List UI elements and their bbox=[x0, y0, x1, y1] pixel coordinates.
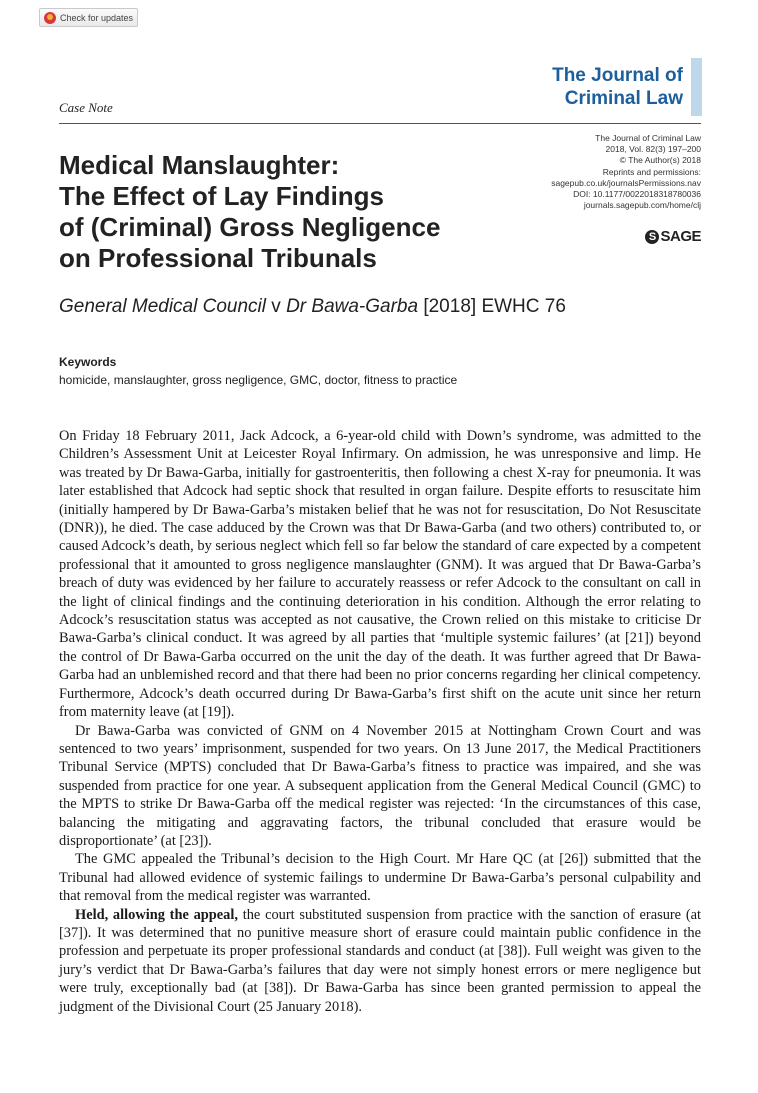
publisher-logo bbox=[645, 228, 701, 245]
journal-logo bbox=[552, 64, 683, 110]
journal-logo-line2: Criminal Law bbox=[564, 88, 683, 109]
article-type: Case Note bbox=[59, 100, 113, 115]
crossmark-icon bbox=[44, 12, 56, 24]
holding-lead: Held, allowing the appeal, bbox=[75, 906, 238, 923]
case-reference: [2018] EWHC 76 bbox=[418, 296, 566, 317]
case-party-2: Dr Bawa-Garba bbox=[286, 296, 419, 317]
case-versus: v bbox=[266, 296, 287, 317]
title-line-4: on Professional Tribunals bbox=[59, 243, 377, 273]
case-citation bbox=[59, 296, 566, 318]
title-line-1: Medical Manslaughter: bbox=[59, 150, 340, 180]
meta-journal-link[interactable]: journals.sagepub.com/home/clj bbox=[583, 200, 701, 211]
publication-metadata bbox=[551, 133, 701, 211]
journal-logo-line1: The Journal of bbox=[552, 65, 683, 86]
meta-journal: The Journal of Criminal Law bbox=[595, 133, 701, 143]
check-for-updates-label: Check for updates bbox=[60, 12, 134, 23]
paragraph-2: Dr Bawa-Garba was convicted of GNM on 4 November 2015 at Nottingham Crown Court and was sentenced to two years’ imprisonment, suspended for two years. On 13 June 2017, the Medical Practitioners Tribunal Service (MPTS) concluded that Dr Bawa-Garba’s fitness to practice was impaired, and she was suspended from practice for one year. A subsequent application from the General Medical Council (GMC) to the MPTS to strike Dr Bawa-Garba off the medical register was rejected: ‘In the circumstances of this case, balancing the mitigating and aggravating factors, the tribunal concluded that erasure would be disproportionate’ (at [23]). bbox=[59, 722, 701, 849]
article-title bbox=[59, 150, 509, 274]
paragraph-3: The GMC appealed the Tribunal’s decision to the High Court. Mr Hare QC (at [26]) submitted that the Tribunal had allowed evidence of systemic failings to undermine Dr Bawa-Garba’s personal culpability and that removal from the medical register was warranted. bbox=[59, 851, 701, 905]
meta-reprints: Reprints and permissions: bbox=[602, 166, 701, 177]
case-party-1: General Medical Council bbox=[59, 296, 266, 317]
keywords-heading: Keywords bbox=[59, 355, 117, 369]
meta-permissions-link[interactable]: sagepub.co.uk/journalsPermissions.nav bbox=[551, 177, 701, 188]
meta-volume: 2018, Vol. 82(3) 197–200 bbox=[605, 144, 701, 155]
title-line-2: The Effect of Lay Findings bbox=[59, 181, 385, 211]
keywords-list: homicide, manslaughter, gross negligence, GMC, doctor, fitness to practice bbox=[59, 373, 458, 387]
paragraph-4 bbox=[59, 906, 701, 1016]
article-body bbox=[59, 427, 701, 1016]
journal-logo-bar bbox=[691, 58, 702, 116]
meta-copyright: © The Author(s) 2018 bbox=[619, 155, 701, 166]
meta-doi[interactable]: DOI: 10.1177/0022018318780036 bbox=[573, 189, 701, 200]
sage-s-icon: S bbox=[645, 230, 659, 244]
header-divider bbox=[59, 123, 701, 124]
check-for-updates-button[interactable] bbox=[39, 8, 138, 27]
holding-text: the court substituted suspension from practice with the sanction of erasure (at [37]). It was determined that no punitive measure short of erasure could maintain public confidence in the profession and perpetuate its proper professional standards and conduct (at [38]). Full weight was given to the jury’s verdict that Dr Bawa-Garba’s failures that day were not simply honest errors or mere negligence but were truly, exceptionally bad (at [38]). Dr Bawa-Garba has since been granted permission to appeal the judgment of the Divisional Court (25 January 2018). bbox=[59, 906, 702, 1015]
paragraph-1: On Friday 18 February 2011, Jack Adcock, a 6-year-old child with Down’s syndrome, was admitted to the Children’s Assessment Unit at Leicester Royal Infirmary. On admission, he was unresponsive and limp. He was treated by Dr Bawa-Garba, initially for gastroenteritis, then following a chest X-ray for pneumonia. It was later established that Adcock had septic shock that resulted in organ failure. Despite efforts to resuscitate him (initially hampered by Dr Bawa-Garba’s mistaken belief that he was not for resuscitation, Do Not Resuscitate (DNR)), he died. The case adduced by the Crown was that Dr Bawa-Garba (and two others) contributed to, or caused Adcock’s death, by serious neglect which fell so far below the standard of care expected by a competent professional that it amounted to gross negligence manslaughter (GNM). It was argued that Dr Bawa-Garba’s breach of duty was evidenced by her failure to accurately reassess or refer Adcock to the consultant on call in the light of clinical findings and the continuing deterioration in his condition. Although the error relating to Adcock’s resuscitation status was accepted as not causative, the Crown relied on this mistake to criticise Dr Bawa-Garba’s clinical conduct. It was agreed by all parties that ‘multiple systemic failures’ (at [21]) beyond the control of Dr Bawa-Garba occurred on the unit the day of the death. It was further agreed that Dr Bawa-Garba had an unblemished record and that there had been no prior concerns regarding her clinical competency. Furthermore, Adcock’s death occurred during Dr Bawa-Garba’s first shift on the acute unit since her return from maternity leave (at [19]). bbox=[59, 428, 701, 721]
title-line-3: of (Criminal) Gross Negligence bbox=[59, 212, 441, 242]
publisher-name: SAGE bbox=[660, 228, 701, 245]
